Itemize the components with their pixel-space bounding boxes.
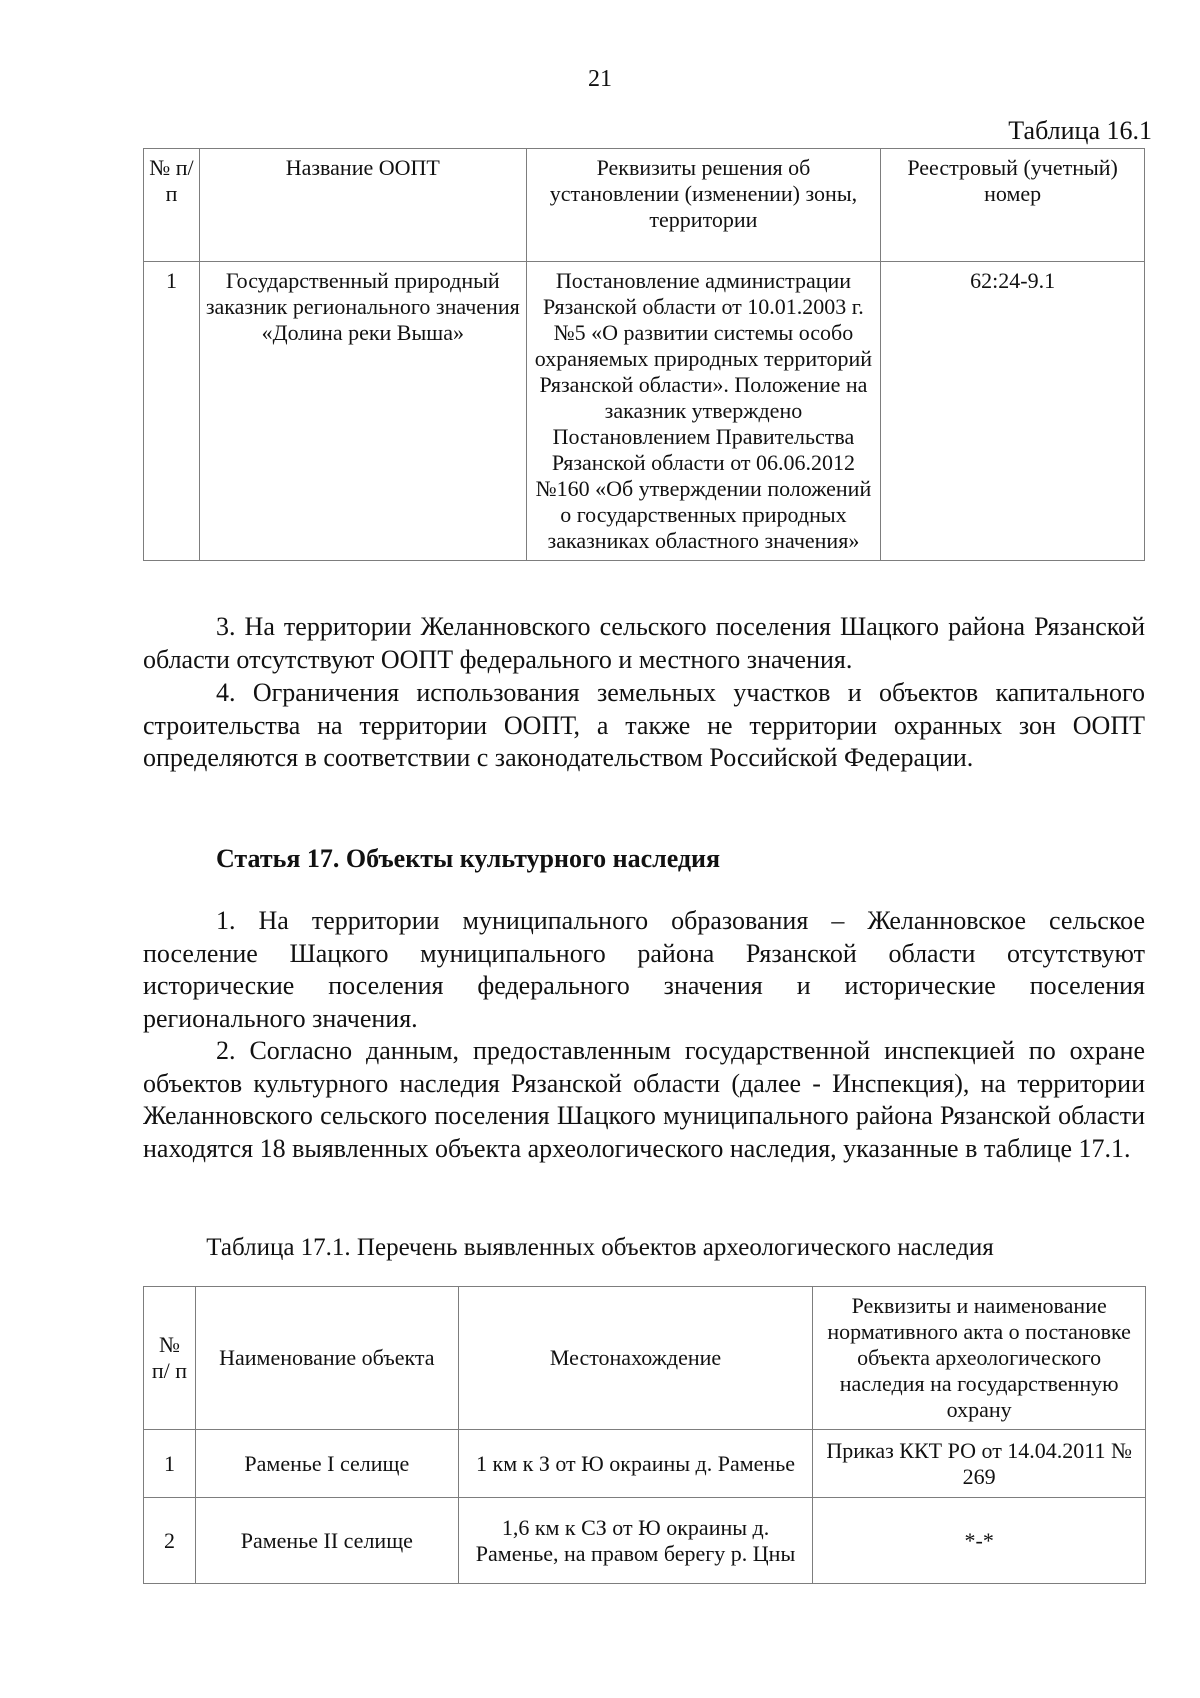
cell-location: 1 км к З от Ю окраины д. Раменье — [458, 1430, 813, 1498]
header-cell-number: № п/п — [144, 149, 200, 262]
header-cell-name: Наименование объекта — [195, 1287, 458, 1430]
header-cell-number: № п/ п — [144, 1287, 196, 1430]
table-16-1 — [143, 148, 1145, 561]
paragraph: 4. Ограничения использования земельных участков и объектов капитального строительства на территории ООПТ, а также не территории охранных зон ООПТ определяются в соответствии с законодательством Российской Федерации. — [143, 678, 1145, 772]
table-row — [144, 262, 1145, 561]
cell-reg-number: 62:24-9.1 — [881, 262, 1145, 561]
cell-number: 2 — [144, 1498, 196, 1584]
header-cell-act: Реквизиты и наименование нормативного акта о постановке объекта археологического наследия на государственную охрану — [813, 1287, 1146, 1430]
cell-act: Приказ ККТ РО от 14.04.2011 № 269 — [813, 1430, 1146, 1498]
paragraph: 2. Согласно данным, предоставленным государственной инспекцией по охране объектов культурного наследия Рязанской области (далее - Инспекция), на территории Желанновского сельского поселения Шацкого муниципального района Рязанской области находятся 18 выявленных объекта археологического наследия, указанные в таблице 17.1. — [143, 1036, 1145, 1163]
cell-name: Государственный природный заказник регионального значения «Долина реки Выша» — [199, 262, 526, 561]
table-row — [144, 1430, 1146, 1498]
cell-act: *-* — [813, 1498, 1146, 1584]
cell-location: 1,6 км к СЗ от Ю окраины д. Раменье, на правом берегу р. Цны — [458, 1498, 813, 1584]
cell-name: Раменье I селище — [195, 1430, 458, 1498]
cell-number: 1 — [144, 1430, 196, 1498]
page-number: 21 — [588, 66, 612, 92]
header-cell-decision: Реквизиты решения об установлении (изменении) зоны, территории — [526, 149, 881, 262]
article-heading: Статья 17. Объекты культурного наследия — [216, 844, 721, 873]
paragraph: 3. На территории Желанновского сельского поселения Шацкого района Рязанской области отсутствуют ООПТ федерального и местного значения. — [143, 612, 1145, 674]
cell-number: 1 — [144, 262, 200, 561]
cell-name: Раменье II селище — [195, 1498, 458, 1584]
table-17-1 — [143, 1286, 1146, 1584]
table-17-1-caption: Таблица 17.1. Перечень выявленных объектов археологического наследия — [206, 1234, 994, 1261]
cell-decision: Постановление администрации Рязанской области от 10.01.2003 г. №5 «О развитии системы особо охраняемых природных территорий Рязанской области». Положение на заказник утверждено Постановлением Правительства Рязанской области от 06.06.2012 №160 «Об утверждении положений о государственных природных заказниках областного значения» — [526, 262, 881, 561]
table-row — [144, 1498, 1146, 1584]
table-16-1-caption: Таблица 16.1 — [1008, 116, 1152, 145]
paragraph: 1. На территории муниципального образования – Желанновское сельское поселение Шацкого муниципального района Рязанской области отсутствуют исторические поселения федерального значения и исторические поселения регионального значения. — [143, 906, 1145, 1033]
table-header-row — [144, 149, 1145, 262]
header-cell-location: Местонахождение — [458, 1287, 813, 1430]
table-header-row — [144, 1287, 1146, 1430]
header-cell-name: Название ООПТ — [199, 149, 526, 262]
header-cell-reg-number: Реестровый (учетный) номер — [881, 149, 1145, 262]
